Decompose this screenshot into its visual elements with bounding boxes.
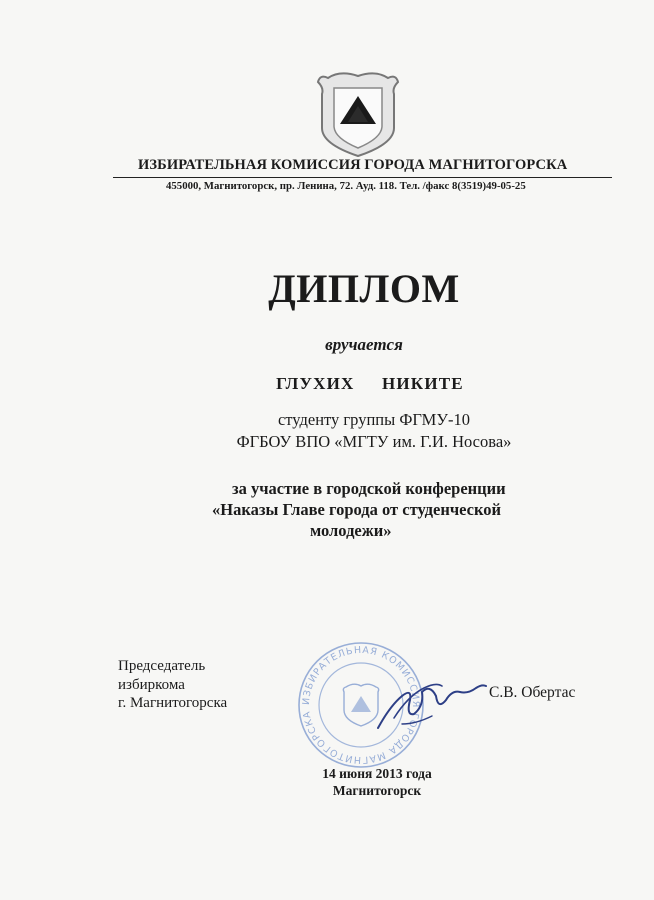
award-reason	[212, 478, 612, 541]
signer-title	[118, 657, 227, 713]
issue-date: 14 июня 2013 года	[322, 766, 432, 781]
stamp-text: ИЗБИРАТЕЛЬНАЯ КОМИССИЯ ГОРОДА МАГНИТОГОРСКА	[300, 644, 422, 766]
organization-name: ИЗБИРАТЕЛЬНАЯ КОМИССИЯ ГОРОДА МАГНИТОГОРСКА	[138, 157, 568, 173]
signer-title-line: избиркома	[118, 676, 185, 693]
study-university-line: ФГБОУ ВПО «МГТУ им. Г.И. Носова»	[236, 432, 512, 451]
coat-of-arms-icon	[310, 66, 406, 158]
reason-line: «Наказы Главе города от студенческой	[212, 500, 502, 519]
study-group-line: студенту группы ФГМУ-10	[277, 410, 471, 429]
awarded-label: вручается	[325, 335, 403, 354]
reason-line: за участие в городской конференции	[232, 479, 506, 498]
handwritten-signature-icon	[372, 666, 488, 736]
recipient-name: ГЛУХИХ НИКИТЕ	[276, 374, 464, 393]
signer-name: С.В. Обертас	[489, 684, 576, 701]
header-divider	[113, 177, 612, 178]
study-info	[0, 409, 654, 453]
organization-address: 455000, Магнитогорск, пр. Ленина, 72. Ауд. 118. Тел. /факс 8(3519)49-05-25	[166, 180, 526, 192]
document-title: ДИПЛОМ	[268, 266, 460, 311]
issue-city: Магнитогорск	[332, 783, 422, 798]
signer-title-line: г. Магнитогорска	[118, 695, 228, 711]
reason-line: молодежи»	[310, 521, 392, 540]
signer-title-line: Председатель	[118, 658, 206, 674]
issue-date-block	[0, 765, 654, 799]
